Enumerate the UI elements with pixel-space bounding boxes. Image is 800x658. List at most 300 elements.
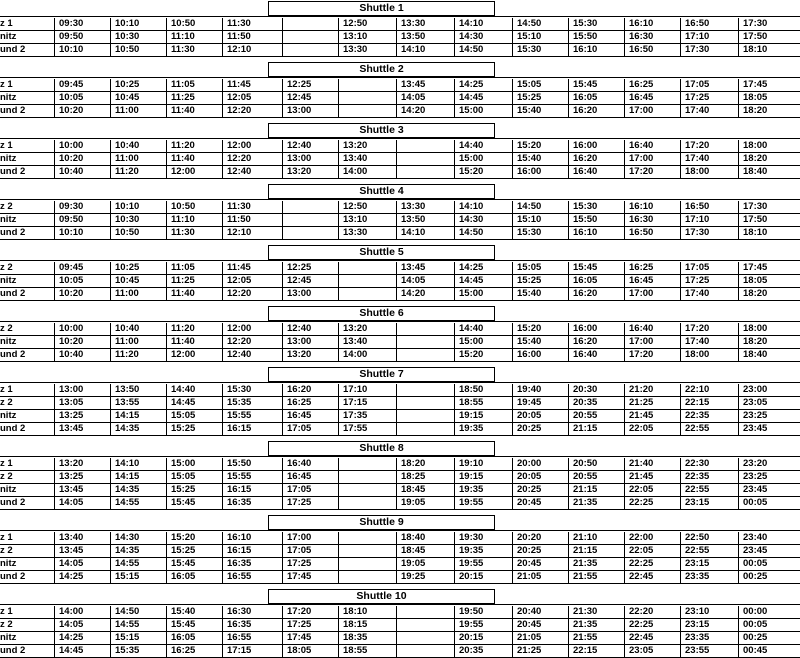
time-cell: 14:10 [396, 227, 454, 239]
shuttle-block [0, 0, 800, 57]
shuttle-block [0, 588, 800, 658]
time-cell: 16:35 [222, 497, 282, 509]
time-cell: 23:35 [680, 632, 738, 644]
time-cell: 10:20 [54, 153, 110, 165]
time-cell: 17:30 [680, 44, 738, 56]
time-cell: 23:25 [738, 471, 800, 483]
time-cell: 16:35 [222, 619, 282, 631]
time-cell: 13:45 [396, 79, 454, 91]
time-cell: 16:10 [222, 532, 282, 544]
table-row [0, 423, 800, 436]
stop-name: z 1 [0, 606, 13, 617]
table-row [0, 484, 800, 497]
time-cell: 14:25 [454, 79, 512, 91]
time-cell: 19:05 [396, 558, 454, 570]
time-cell: 14:15 [110, 471, 166, 483]
time-cell: 10:05 [54, 92, 110, 104]
time-cell: 23:55 [680, 645, 738, 657]
time-cell [338, 484, 396, 496]
time-cell: 19:30 [454, 532, 512, 544]
time-cell: 13:55 [110, 397, 166, 409]
time-cell: 17:45 [738, 79, 800, 91]
time-cell: 18:55 [338, 645, 396, 657]
time-cell [338, 262, 396, 274]
time-cell: 17:40 [680, 153, 738, 165]
time-cell: 22:45 [624, 632, 680, 644]
time-cell: 21:35 [568, 558, 624, 570]
time-cell: 23:05 [624, 645, 680, 657]
time-cell [396, 397, 454, 409]
time-cell: 10:50 [166, 201, 222, 213]
time-cell: 14:50 [512, 18, 568, 30]
stop-name: nitz [0, 214, 17, 225]
time-cell: 16:00 [568, 140, 624, 152]
time-cell: 15:25 [166, 484, 222, 496]
time-cell: 17:20 [624, 166, 680, 178]
time-cell [396, 323, 454, 335]
time-cell: 19:15 [454, 410, 512, 422]
time-cell [282, 227, 338, 239]
time-cell: 14:55 [110, 619, 166, 631]
time-cell: 13:20 [282, 349, 338, 361]
time-cell: 11:00 [110, 336, 166, 348]
time-cell: 17:25 [282, 558, 338, 570]
time-cell: 11:30 [222, 201, 282, 213]
time-cell [338, 571, 396, 583]
time-cell: 15:35 [110, 645, 166, 657]
time-cell: 16:10 [624, 201, 680, 213]
time-cell: 18:20 [738, 105, 800, 117]
time-cell: 13:00 [282, 336, 338, 348]
stop-name: z 1 [0, 384, 13, 395]
time-cell: 16:20 [282, 384, 338, 396]
table-row [0, 105, 800, 118]
shuttle-header [0, 305, 800, 323]
time-cell: 19:05 [396, 497, 454, 509]
stop-name: nitz [0, 484, 17, 495]
time-cell: 15:50 [568, 31, 624, 43]
time-cell: 22:30 [680, 458, 738, 470]
time-cell: 18:00 [738, 140, 800, 152]
time-cell: 16:25 [624, 262, 680, 274]
time-cell: 18:50 [454, 384, 512, 396]
time-cell: 21:40 [624, 458, 680, 470]
time-cell: 14:25 [54, 571, 110, 583]
shuttle-header [0, 440, 800, 458]
time-cell: 19:55 [454, 497, 512, 509]
shuttle-title: Shuttle 7 [268, 367, 495, 382]
time-cell: 11:40 [166, 336, 222, 348]
time-cell: 11:45 [222, 262, 282, 274]
time-cell: 13:20 [54, 458, 110, 470]
time-cell: 15:45 [568, 79, 624, 91]
time-cell: 15:40 [512, 336, 568, 348]
time-cell: 17:25 [282, 497, 338, 509]
header-rule [0, 604, 800, 605]
time-cell: 14:10 [454, 201, 512, 213]
time-cell: 22:55 [680, 423, 738, 435]
time-cell: 12:50 [338, 201, 396, 213]
time-cell: 22:15 [568, 645, 624, 657]
time-cell: 17:55 [338, 423, 396, 435]
time-cell: 23:15 [680, 558, 738, 570]
time-cell: 16:40 [282, 458, 338, 470]
time-cell: 20:05 [512, 471, 568, 483]
header-rule [0, 77, 800, 78]
time-cell: 13:50 [110, 384, 166, 396]
time-cell: 15:05 [166, 410, 222, 422]
shuttle-title: Shuttle 4 [268, 184, 495, 199]
time-cell: 14:45 [454, 275, 512, 287]
time-cell: 15:40 [166, 606, 222, 618]
time-cell: 14:15 [110, 410, 166, 422]
table-row [0, 558, 800, 571]
time-cell: 12:05 [222, 275, 282, 287]
time-cell: 12:00 [222, 323, 282, 335]
time-cell [338, 545, 396, 557]
time-cell: 19:15 [454, 471, 512, 483]
time-cell: 23:45 [738, 484, 800, 496]
time-cell: 17:10 [338, 384, 396, 396]
time-cell: 11:05 [166, 262, 222, 274]
stop-name: nitz [0, 632, 17, 643]
time-cell: 15:05 [166, 471, 222, 483]
time-cell [338, 275, 396, 287]
time-cell: 10:10 [54, 227, 110, 239]
time-cell: 17:10 [680, 31, 738, 43]
time-cell: 16:00 [512, 349, 568, 361]
time-cell: 17:25 [680, 275, 738, 287]
shuttle-title: Shuttle 1 [268, 1, 495, 16]
time-cell: 17:20 [680, 140, 738, 152]
header-rule [0, 16, 800, 17]
time-cell: 15:20 [512, 140, 568, 152]
stop-name: z 2 [0, 201, 13, 212]
shuttle-block [0, 514, 800, 584]
shuttle-header [0, 366, 800, 384]
time-cell: 12:20 [222, 336, 282, 348]
time-cell: 14:50 [454, 227, 512, 239]
time-cell: 11:30 [166, 44, 222, 56]
table-row [0, 410, 800, 423]
stop-name: z 1 [0, 458, 13, 469]
time-cell: 16:10 [568, 44, 624, 56]
time-cell: 16:30 [222, 606, 282, 618]
time-cell: 15:35 [222, 397, 282, 409]
time-cell: 12:00 [166, 349, 222, 361]
time-cell: 17:30 [738, 18, 800, 30]
time-cell: 16:40 [568, 166, 624, 178]
time-cell [338, 471, 396, 483]
shuttle-block [0, 440, 800, 510]
table-row [0, 397, 800, 410]
time-cell: 10:25 [110, 262, 166, 274]
table-row [0, 349, 800, 362]
time-cell: 18:05 [738, 275, 800, 287]
time-cell: 16:05 [568, 275, 624, 287]
table-row [0, 645, 800, 658]
time-cell: 15:30 [512, 44, 568, 56]
time-cell: 15:50 [568, 214, 624, 226]
time-cell [396, 423, 454, 435]
time-cell: 14:00 [54, 606, 110, 618]
time-cell: 14:40 [454, 140, 512, 152]
time-cell: 14:25 [54, 632, 110, 644]
time-cell: 19:35 [454, 484, 512, 496]
stop-name: z 1 [0, 532, 13, 543]
time-cell: 12:20 [222, 105, 282, 117]
header-rule [0, 456, 800, 457]
time-cell: 17:20 [282, 606, 338, 618]
time-cell: 16:05 [166, 571, 222, 583]
time-cell: 21:20 [624, 384, 680, 396]
time-cell [282, 44, 338, 56]
time-cell: 11:50 [222, 31, 282, 43]
time-cell: 15:25 [166, 423, 222, 435]
shuttle-block [0, 244, 800, 301]
time-cell: 15:00 [454, 153, 512, 165]
stop-name: z 2 [0, 545, 13, 556]
time-cell [396, 336, 454, 348]
time-cell: 12:20 [222, 288, 282, 300]
time-cell: 15:20 [454, 349, 512, 361]
time-cell: 13:00 [282, 105, 338, 117]
header-rule [0, 260, 800, 261]
time-cell: 16:25 [166, 645, 222, 657]
time-cell: 16:50 [680, 201, 738, 213]
time-cell: 12:40 [222, 349, 282, 361]
time-cell: 15:55 [222, 471, 282, 483]
time-cell: 09:50 [54, 31, 110, 43]
time-cell: 23:10 [680, 606, 738, 618]
table-row [0, 606, 800, 619]
time-cell: 12:50 [338, 18, 396, 30]
time-cell: 15:45 [568, 262, 624, 274]
time-cell: 10:10 [54, 44, 110, 56]
time-cell: 16:45 [624, 92, 680, 104]
stop-name: und 2 [0, 571, 26, 582]
time-cell: 14:10 [396, 44, 454, 56]
time-cell: 13:45 [54, 484, 110, 496]
time-cell: 20:20 [512, 532, 568, 544]
time-cell: 14:20 [396, 105, 454, 117]
stop-name: z 1 [0, 79, 13, 90]
time-cell: 17:20 [624, 349, 680, 361]
time-cell: 12:40 [282, 140, 338, 152]
time-cell: 17:00 [624, 336, 680, 348]
time-cell: 18:05 [282, 645, 338, 657]
time-cell: 19:35 [454, 423, 512, 435]
time-cell: 22:15 [680, 397, 738, 409]
time-cell: 12:20 [222, 153, 282, 165]
time-cell [282, 214, 338, 226]
time-cell: 10:10 [110, 201, 166, 213]
time-cell [338, 497, 396, 509]
table-row [0, 275, 800, 288]
time-cell: 13:30 [338, 44, 396, 56]
time-cell: 15:40 [512, 288, 568, 300]
time-cell: 13:30 [338, 227, 396, 239]
stop-name: nitz [0, 410, 17, 421]
time-cell: 14:45 [166, 397, 222, 409]
stop-name: z 1 [0, 18, 13, 29]
time-cell [282, 31, 338, 43]
time-cell [396, 384, 454, 396]
time-cell: 15:55 [222, 410, 282, 422]
time-cell: 18:45 [396, 545, 454, 557]
time-cell: 17:05 [282, 484, 338, 496]
time-cell: 21:05 [512, 571, 568, 583]
time-cell: 17:45 [282, 632, 338, 644]
time-cell: 16:25 [624, 79, 680, 91]
shuttle-header [0, 61, 800, 79]
stop-name: z 2 [0, 262, 13, 273]
table-row [0, 44, 800, 57]
time-cell: 13:20 [282, 166, 338, 178]
time-cell: 23:35 [680, 571, 738, 583]
time-cell: 18:40 [738, 166, 800, 178]
shuttle-header [0, 0, 800, 18]
stop-name: z 2 [0, 397, 13, 408]
time-cell: 11:25 [166, 275, 222, 287]
table-row [0, 288, 800, 301]
time-cell: 22:55 [680, 484, 738, 496]
header-rule [0, 382, 800, 383]
stop-name: und 2 [0, 288, 26, 299]
table-row [0, 336, 800, 349]
time-cell: 21:55 [568, 632, 624, 644]
table-row [0, 262, 800, 275]
shuttle-block [0, 183, 800, 240]
time-cell: 15:10 [512, 214, 568, 226]
stop-name: und 2 [0, 227, 26, 238]
time-cell: 12:25 [282, 79, 338, 91]
time-cell: 16:25 [282, 397, 338, 409]
time-cell: 21:15 [568, 484, 624, 496]
time-cell: 17:05 [282, 545, 338, 557]
time-cell: 17:30 [738, 201, 800, 213]
time-cell: 15:00 [166, 458, 222, 470]
time-cell [338, 79, 396, 91]
time-cell: 22:25 [624, 619, 680, 631]
time-cell: 15:20 [166, 532, 222, 544]
time-cell: 10:25 [110, 79, 166, 91]
time-cell: 15:40 [512, 153, 568, 165]
time-cell: 15:30 [568, 201, 624, 213]
shuttle-header [0, 588, 800, 606]
time-cell: 13:10 [338, 214, 396, 226]
time-cell: 18:00 [680, 349, 738, 361]
time-cell: 23:15 [680, 619, 738, 631]
header-rule [0, 199, 800, 200]
time-cell: 20:30 [568, 384, 624, 396]
time-cell: 09:45 [54, 262, 110, 274]
time-cell: 16:40 [624, 140, 680, 152]
time-cell [396, 140, 454, 152]
time-cell: 10:50 [110, 44, 166, 56]
time-cell: 22:35 [680, 410, 738, 422]
table-row [0, 166, 800, 179]
time-cell: 15:15 [110, 632, 166, 644]
time-cell: 17:40 [680, 288, 738, 300]
time-cell: 18:10 [738, 227, 800, 239]
time-cell: 14:40 [454, 323, 512, 335]
time-cell: 00:25 [738, 632, 800, 644]
time-cell: 19:10 [454, 458, 512, 470]
time-cell: 15:00 [454, 288, 512, 300]
time-cell [338, 558, 396, 570]
time-cell: 22:05 [624, 545, 680, 557]
time-cell: 00:05 [738, 619, 800, 631]
time-cell: 18:00 [738, 323, 800, 335]
time-cell: 17:15 [338, 397, 396, 409]
time-cell: 15:30 [222, 384, 282, 396]
time-cell: 00:45 [738, 645, 800, 657]
table-row [0, 92, 800, 105]
time-cell: 12:40 [282, 323, 338, 335]
time-cell: 17:40 [680, 336, 738, 348]
time-cell: 11:00 [110, 153, 166, 165]
stop-name: nitz [0, 558, 17, 569]
time-cell: 23:20 [738, 458, 800, 470]
time-cell: 21:45 [624, 410, 680, 422]
time-cell: 12:45 [282, 275, 338, 287]
time-cell: 18:35 [338, 632, 396, 644]
table-row [0, 31, 800, 44]
time-cell: 13:00 [282, 288, 338, 300]
time-cell: 10:40 [110, 140, 166, 152]
time-cell: 19:55 [454, 558, 512, 570]
time-cell: 11:45 [222, 79, 282, 91]
time-cell [396, 606, 454, 618]
time-cell: 16:50 [624, 227, 680, 239]
time-cell: 15:45 [166, 619, 222, 631]
time-cell: 14:05 [396, 275, 454, 287]
time-cell [338, 458, 396, 470]
shuttle-title: Shuttle 5 [268, 245, 495, 260]
time-cell: 11:30 [222, 18, 282, 30]
time-cell: 21:10 [568, 532, 624, 544]
time-cell: 19:45 [512, 397, 568, 409]
time-cell: 14:35 [110, 484, 166, 496]
time-cell: 15:25 [512, 275, 568, 287]
time-cell: 20:25 [512, 545, 568, 557]
header-rule [0, 321, 800, 322]
table-row [0, 384, 800, 397]
time-cell [396, 632, 454, 644]
time-cell: 17:50 [738, 214, 800, 226]
time-cell: 18:25 [396, 471, 454, 483]
time-cell: 16:20 [568, 336, 624, 348]
time-cell: 14:05 [54, 558, 110, 570]
time-cell: 17:45 [282, 571, 338, 583]
time-cell [396, 349, 454, 361]
time-cell: 14:50 [110, 606, 166, 618]
time-cell: 13:40 [338, 336, 396, 348]
stop-name: und 2 [0, 349, 26, 360]
stop-name: und 2 [0, 497, 26, 508]
time-cell: 21:15 [568, 423, 624, 435]
time-cell: 18:15 [338, 619, 396, 631]
time-cell: 21:05 [512, 632, 568, 644]
time-cell: 18:00 [680, 166, 738, 178]
time-cell: 21:15 [568, 545, 624, 557]
time-cell: 15:50 [222, 458, 282, 470]
time-cell: 22:50 [680, 532, 738, 544]
time-cell: 14:30 [110, 532, 166, 544]
table-row [0, 571, 800, 584]
time-cell: 14:00 [338, 349, 396, 361]
